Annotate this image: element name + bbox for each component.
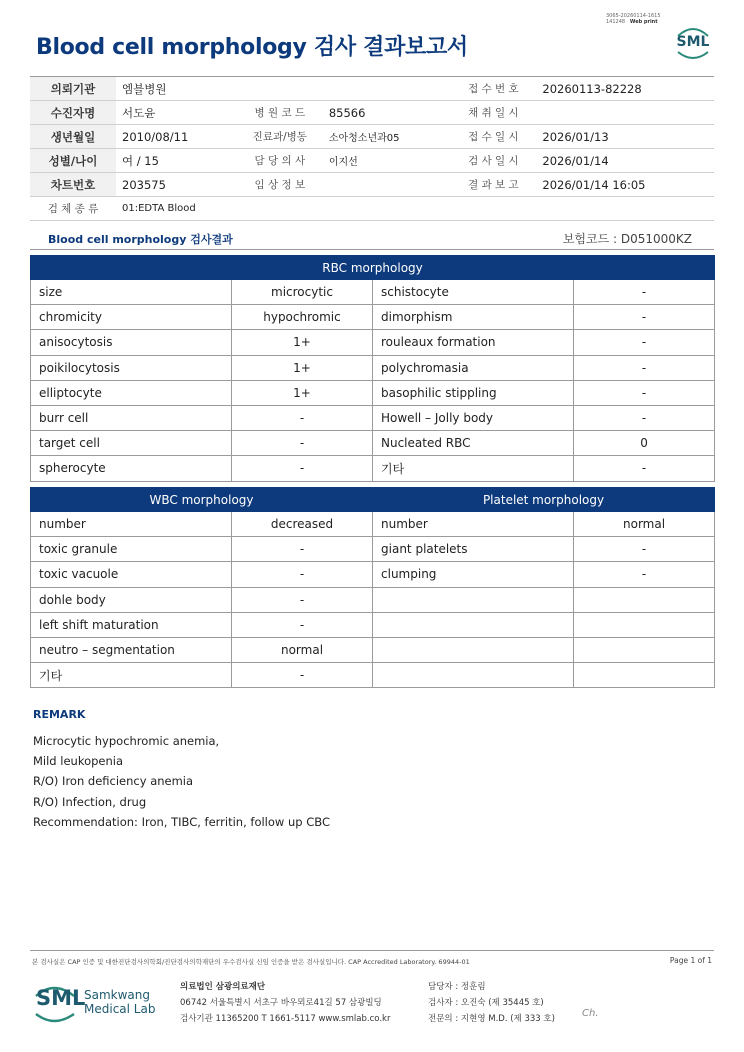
info-label: 접 수 번 호 xyxy=(450,77,536,101)
info-label: 접 수 일 시 xyxy=(450,125,536,149)
result-cell: - xyxy=(232,456,373,481)
staff-line: 담당자 : 정훈림 xyxy=(428,982,486,992)
item-name-cell: neutro – segmentation xyxy=(31,637,232,662)
item-name-cell: elliptocyte xyxy=(31,380,232,405)
item-name-cell xyxy=(373,637,574,662)
info-label: 생년월일 xyxy=(30,125,116,149)
item-name-cell xyxy=(373,612,574,637)
result-cell: - xyxy=(232,562,373,587)
table-row xyxy=(31,380,715,405)
info-value: 서도윤 xyxy=(116,101,237,125)
wbc-platelet-table xyxy=(30,487,715,688)
remark-line: Recommendation: Iron, TIBC, ferritin, follow up CBC xyxy=(33,814,330,829)
item-name-cell xyxy=(373,587,574,612)
info-value xyxy=(323,173,451,197)
print-meta-label: Web print xyxy=(629,19,658,25)
item-name-cell: number xyxy=(31,512,232,537)
info-label: 진료과/병동 xyxy=(237,125,323,149)
item-name-cell: clumping xyxy=(373,562,574,587)
info-label: 성별/나이 xyxy=(30,149,116,173)
result-cell: - xyxy=(232,537,373,562)
info-value: 이지선 xyxy=(323,149,451,173)
item-name-cell: target cell xyxy=(31,431,232,456)
result-cell: - xyxy=(232,612,373,637)
item-name-cell: schistocyte xyxy=(373,280,574,305)
info-row xyxy=(30,101,714,125)
footer-divider xyxy=(30,950,714,951)
report-title: Blood cell morphology 검사 결과보고서 xyxy=(36,35,468,60)
table-row xyxy=(31,405,715,430)
patient-info-table xyxy=(30,76,714,221)
staff-info xyxy=(428,979,555,1027)
result-cell: - xyxy=(574,405,715,430)
result-cell: 0 xyxy=(574,431,715,456)
print-metadata xyxy=(606,13,661,25)
item-name-cell: anisocytosis xyxy=(31,330,232,355)
result-cell: - xyxy=(574,380,715,405)
result-cell: - xyxy=(232,587,373,612)
result-cell: normal xyxy=(232,637,373,662)
item-name-cell: rouleaux formation xyxy=(373,330,574,355)
table-row xyxy=(31,305,715,330)
info-value: 20260113-82228 xyxy=(536,77,714,101)
item-name-cell: basophilic stippling xyxy=(373,380,574,405)
item-name-cell: left shift maturation xyxy=(31,612,232,637)
org-address: 06742 서울특별시 서초구 바우뫼로41길 57 삼광빌딩 xyxy=(180,998,382,1008)
insurance-code: 보험코드 : D051000KZ xyxy=(562,232,692,246)
result-cell: - xyxy=(232,405,373,430)
result-cell: - xyxy=(574,456,715,481)
info-label: 의뢰기관 xyxy=(30,77,116,101)
result-cell: - xyxy=(574,562,715,587)
result-cell: hypochromic xyxy=(232,305,373,330)
info-value xyxy=(536,101,714,125)
section-title: Blood cell morphology 검사결과 xyxy=(48,233,233,246)
item-name-cell: dimorphism xyxy=(373,305,574,330)
item-name-cell: giant platelets xyxy=(373,537,574,562)
rbc-header: RBC morphology xyxy=(31,256,715,280)
item-name-cell: 기타 xyxy=(31,663,232,688)
item-name-cell: polychromasia xyxy=(373,355,574,380)
result-cell xyxy=(574,612,715,637)
info-label: 담 당 의 사 xyxy=(237,149,323,173)
samkwang-logo xyxy=(36,982,186,1026)
info-label: 검 사 일 시 xyxy=(450,149,536,173)
item-name-cell: size xyxy=(31,280,232,305)
info-row xyxy=(30,77,714,101)
section-divider xyxy=(30,249,714,250)
page-number: Page 1 of 1 xyxy=(669,956,712,965)
info-value: 여 / 15 xyxy=(116,149,237,173)
organization-info xyxy=(180,979,390,1027)
samkwang-name-line1: Samkwang xyxy=(84,988,150,1002)
result-cell: - xyxy=(574,330,715,355)
info-value: 2026/01/14 16:05 xyxy=(536,173,714,197)
remark-line: R/O) Iron deficiency anemia xyxy=(33,774,194,789)
sml-logo-top xyxy=(672,24,714,62)
result-cell: normal xyxy=(574,512,715,537)
sml-logo-text: SML xyxy=(676,34,710,50)
item-name-cell xyxy=(373,663,574,688)
info-value: 엠블병원 xyxy=(116,77,450,101)
remark-line: Microcytic hypochromic anemia, xyxy=(33,734,220,748)
accreditation-note: 본 검사실은 CAP 인증 및 대한진단검사의학회/진단검사의학재단의 우수검사실 신임 인증을 받은 검사실입니다. CAP Accredited Laboratory. 69944-01 xyxy=(32,958,470,966)
info-label: 수진자명 xyxy=(30,101,116,125)
result-cell xyxy=(574,637,715,662)
item-name-cell: number xyxy=(373,512,574,537)
item-name-cell: spherocyte xyxy=(31,456,232,481)
result-cell: 1+ xyxy=(232,330,373,355)
result-cell xyxy=(574,663,715,688)
result-cell: - xyxy=(232,431,373,456)
table-row xyxy=(31,537,715,562)
info-label: 검 체 종 류 xyxy=(30,197,116,221)
info-label: 임 상 정 보 xyxy=(237,173,323,197)
info-row xyxy=(30,149,714,173)
item-name-cell: burr cell xyxy=(31,405,232,430)
table-row xyxy=(31,637,715,662)
item-name-cell: chromicity xyxy=(31,305,232,330)
info-label: 채 취 일 시 xyxy=(450,101,536,125)
result-cell: 1+ xyxy=(232,355,373,380)
signature: Ch. xyxy=(582,1008,599,1019)
samkwang-logo-mark: SML xyxy=(36,986,86,1010)
remark-line: Mild leukopenia xyxy=(33,754,124,769)
print-meta-line1: 3065-20260114-1615 xyxy=(606,13,661,19)
samkwang-name-line2: Medical Lab xyxy=(84,1002,156,1016)
staff-line: 검사자 : 오진숙 (제 35445 호) xyxy=(428,998,544,1008)
staff-line: 전문의 : 지현영 M.D. (제 333 호) xyxy=(428,1014,555,1024)
info-value: 2010/08/11 xyxy=(116,125,237,149)
item-name-cell: 기타 xyxy=(373,456,574,481)
result-cell: decreased xyxy=(232,512,373,537)
result-cell xyxy=(574,587,715,612)
table-row xyxy=(31,663,715,688)
table-row xyxy=(31,431,715,456)
info-value: 소아청소년과05 xyxy=(323,125,451,149)
wbc-header: WBC morphology xyxy=(31,488,373,512)
item-name-cell: Nucleated RBC xyxy=(373,431,574,456)
item-name-cell: dohle body xyxy=(31,587,232,612)
table-row xyxy=(31,587,715,612)
table-row xyxy=(31,280,715,305)
info-value: 01:EDTA Blood xyxy=(116,197,714,221)
item-name-cell: Howell – Jolly body xyxy=(373,405,574,430)
result-cell: - xyxy=(232,663,373,688)
item-name-cell: toxic vacuole xyxy=(31,562,232,587)
info-value: 203575 xyxy=(116,173,237,197)
info-row xyxy=(30,125,714,149)
platelet-header: Platelet morphology xyxy=(373,488,715,512)
table-row xyxy=(31,562,715,587)
info-row xyxy=(30,173,714,197)
table-row xyxy=(31,512,715,537)
remark-line: R/O) Infection, drug xyxy=(33,794,147,809)
rbc-morphology-table xyxy=(30,255,715,482)
item-name-cell: toxic granule xyxy=(31,537,232,562)
remark-text xyxy=(33,731,330,832)
table-row xyxy=(31,612,715,637)
result-cell: - xyxy=(574,355,715,380)
result-cell: - xyxy=(574,280,715,305)
org-contact: 검사기관 11365200 T 1661-5117 www.smlab.co.kr xyxy=(180,1014,391,1024)
result-cell: - xyxy=(574,537,715,562)
table-row xyxy=(31,355,715,380)
item-name-cell: poikilocytosis xyxy=(31,355,232,380)
table-row xyxy=(31,330,715,355)
table-row xyxy=(31,456,715,481)
result-cell: 1+ xyxy=(232,380,373,405)
info-label: 차트번호 xyxy=(30,173,116,197)
info-label: 결 과 보 고 xyxy=(450,173,536,197)
result-cell: microcytic xyxy=(232,280,373,305)
info-value: 85566 xyxy=(323,101,451,125)
result-cell: - xyxy=(574,305,715,330)
info-row xyxy=(30,197,714,221)
info-label: 병 원 코 드 xyxy=(237,101,323,125)
info-value: 2026/01/14 xyxy=(536,149,714,173)
print-meta-code: 141248 xyxy=(606,19,626,25)
remark-title: REMARK xyxy=(33,708,86,721)
info-value: 2026/01/13 xyxy=(536,125,714,149)
org-name: 의료법인 삼광의료재단 xyxy=(180,982,266,992)
